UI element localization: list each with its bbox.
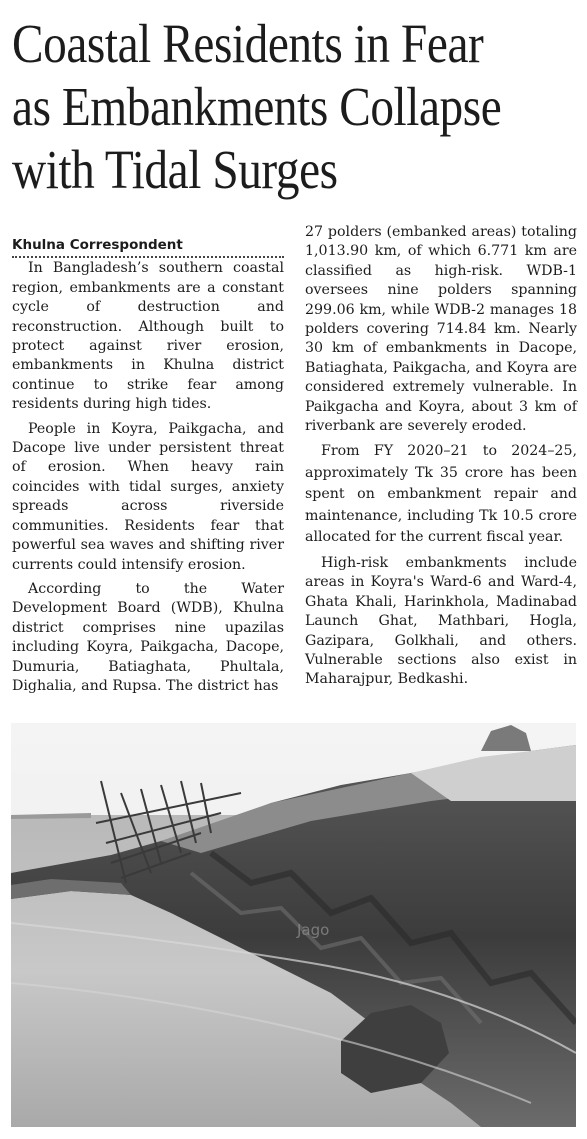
news-photo-eroded-embankment [11,723,576,1127]
article-paragraph: In Bangladesh’s southern coastal region, embankments are a constant cycle of destruction and reconstruction. Although built to protect against river erosion, embankments in Khulna district continue to strike fear among residents during high tides. [12,260,284,413]
byline: Khulna Correspondent [12,236,284,258]
article-paragraph: High-risk embankments include areas in Koyra's Ward-6 and Ward-4, Ghata Khali, Harinkhola, Madinabad Launch Ghat, Mathbari, Hogla, Gazipara, Golkhali, and others. Vulnerable sections also exist in Maharajpur, Bedkashi. [305,554,577,688]
photo-watermark: Jago [297,921,330,939]
article-paragraph: People in Koyra, Paikgacha, and Dacope live under persistent threat of erosion. When heavy rain coincides with tidal surges, anxiety spreads across riverside communities. Residents fear that powerful sea waves and shifting river currents could intensify erosion. [12,420,284,573]
article-paragraph: 27 polders (embanked areas) totaling 1,013.90 km, of which 6.771 km are classified as high-risk. WDB-1 oversees nine polders spanning 299.06 km, while WDB-2 manages 18 polders covering 714.84 km. Nearly 30 km of embankments in Dacope, Batiaghata, Paikgacha, and Koyra are considered extremely vulnerable. In Paikgacha and Koyra, about 3 km of riverbank are severely eroded. [305,224,577,435]
headline-line-2: as Embankments Collapse [12,76,502,137]
article-paragraph: According to the Water Development Board (WDB), Khulna district comprises nine upazilas including Koyra, Paikgacha, Dacope, Dumuria, Batiaghata, Phultala, Dighalia, and Rupsa. The district has [12,580,284,694]
article-column-left [12,236,284,701]
article-paragraph: From FY 2020–21 to 2024–25, approximately Tk 35 crore has been spent on embankment repair and maintenance, including Tk 10.5 crore allocated for the current fiscal year. [305,443,577,546]
headline-line-3: with Tidal Surges [12,139,338,200]
headline [12,12,502,201]
headline-line-1: Coastal Residents in Fear [12,13,484,74]
article-column-right [305,223,577,695]
